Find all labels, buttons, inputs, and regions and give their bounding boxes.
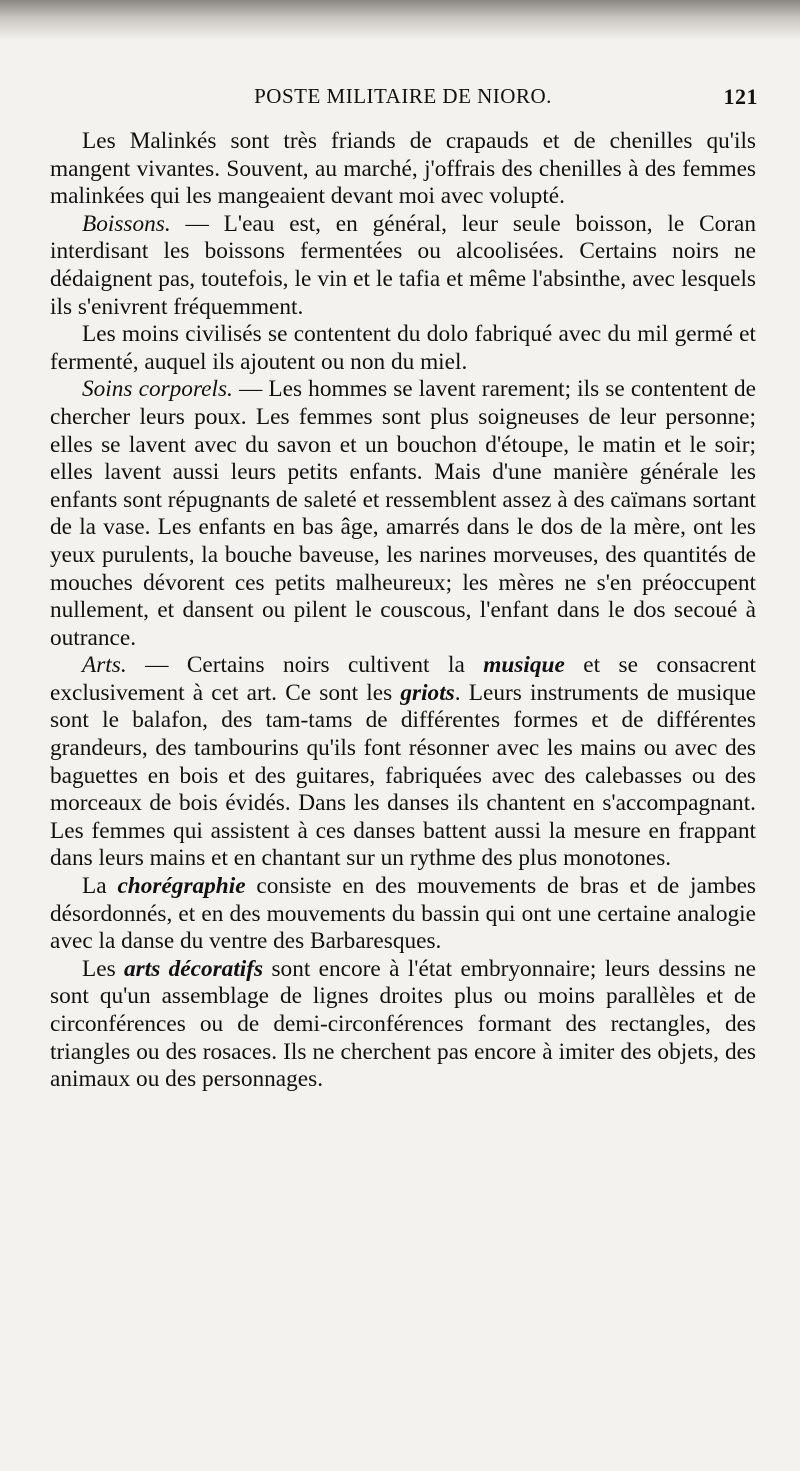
- rubric-boissons: Boissons.: [82, 210, 171, 237]
- page-number: 121: [723, 84, 758, 109]
- paragraph-dolo: Les moins civilisés se contentent du dolo fabriqué avec du mil germé et fermenté, auquel ils ajoutent ou non du miel.: [50, 321, 756, 375]
- body-text: [50, 128, 756, 1094]
- paragraph-malinke-food: Les Malinkés sont très friands de crapauds et de chenilles qu'ils mangent vivantes. Souvent, au marché, j'offrais des chenilles à des femmes malinkées qui les mangeaient devant moi avec volupté.: [50, 128, 756, 210]
- rubric-soins-corporels: Soins corporels.: [82, 376, 233, 403]
- term-arts-decoratifs: arts décoratifs: [124, 955, 264, 982]
- book-page: [50, 84, 756, 1094]
- paragraph-arts: Arts. — Certains noirs cultivent la musique et se consacrent exclusivement à cet art. Ce sont les griots. Leurs instruments de musique sont le balafon, des tam-tams de différentes formes et de différentes grandeurs, des tambourins qu'ils font résonner avec les mains ou avec des baguettes en bois et des guitares, fabriquées avec des calebasses ou des morceaux de bois évidés. Dans les danses ils chantent en s'accompagnant. Les femmes qui assistent à ces danses battent aussi la mesure en frappant dans leurs mains et en chantant sur un rythme des plus monotones.: [50, 652, 756, 872]
- paragraph-boissons: Boissons. — L'eau est, en général, leur seule boisson, le Coran interdisant les boissons fermentées ou alcoolisées. Certains noirs ne dédaignent pas, toutefois, le vin et le tafia et même l'absinthe, avec lesquels ils s'enivrent fréquemment.: [50, 210, 756, 320]
- term-choregraphie: chorégraphie: [117, 873, 246, 900]
- paragraph-soins-corporels: Soins corporels. — Les hommes se lavent rarement; ils se contentent de chercher leurs poux. Les femmes sont plus soigneuses de leur personne; elles se lavent avec du savon et un bouchon d'étoupe, le matin et le soir; elles lavent aussi leurs petits enfants. Mais d'une manière générale les enfants sont répugnants de saleté et ressemblent assez à des caïmans sortant de la vase. Les enfants en bas âge, amarrés dans le dos de la mère, ont les yeux purulents, la bouche baveuse, les narines morveuses, des quantités de mouches dévorent ces petits malheureux; les mères ne s'en préoccupent nullement, et dansent ou pilent le couscous, l'enfant dans le dos secoué à outrance.: [50, 376, 756, 651]
- term-musique: musique: [483, 652, 565, 679]
- term-griots: griots: [400, 679, 455, 706]
- running-header: [50, 84, 756, 120]
- running-title: POSTE MILITAIRE DE NIORO.: [254, 84, 552, 108]
- rubric-arts: Arts.: [82, 652, 127, 679]
- paragraph-choregraphie: La chorégraphie consiste en des mouvements de bras et de jambes désordonnés, et en des mouvements du bassin qui ont une certaine analogie avec la danse du ventre des Barbaresques.: [50, 873, 756, 955]
- paragraph-arts-decoratifs: Les arts décoratifs sont encore à l'état embryonnaire; leurs dessins ne sont qu'un assemblage de lignes droites plus ou moins parallèles et de circonférences ou de demi-circonférences formant des rectangles, des triangles ou des rosaces. Ils ne cherchent pas encore à imiter des objets, des animaux ou des personnages.: [50, 955, 757, 1093]
- page-top-shadow: [0, 0, 800, 40]
